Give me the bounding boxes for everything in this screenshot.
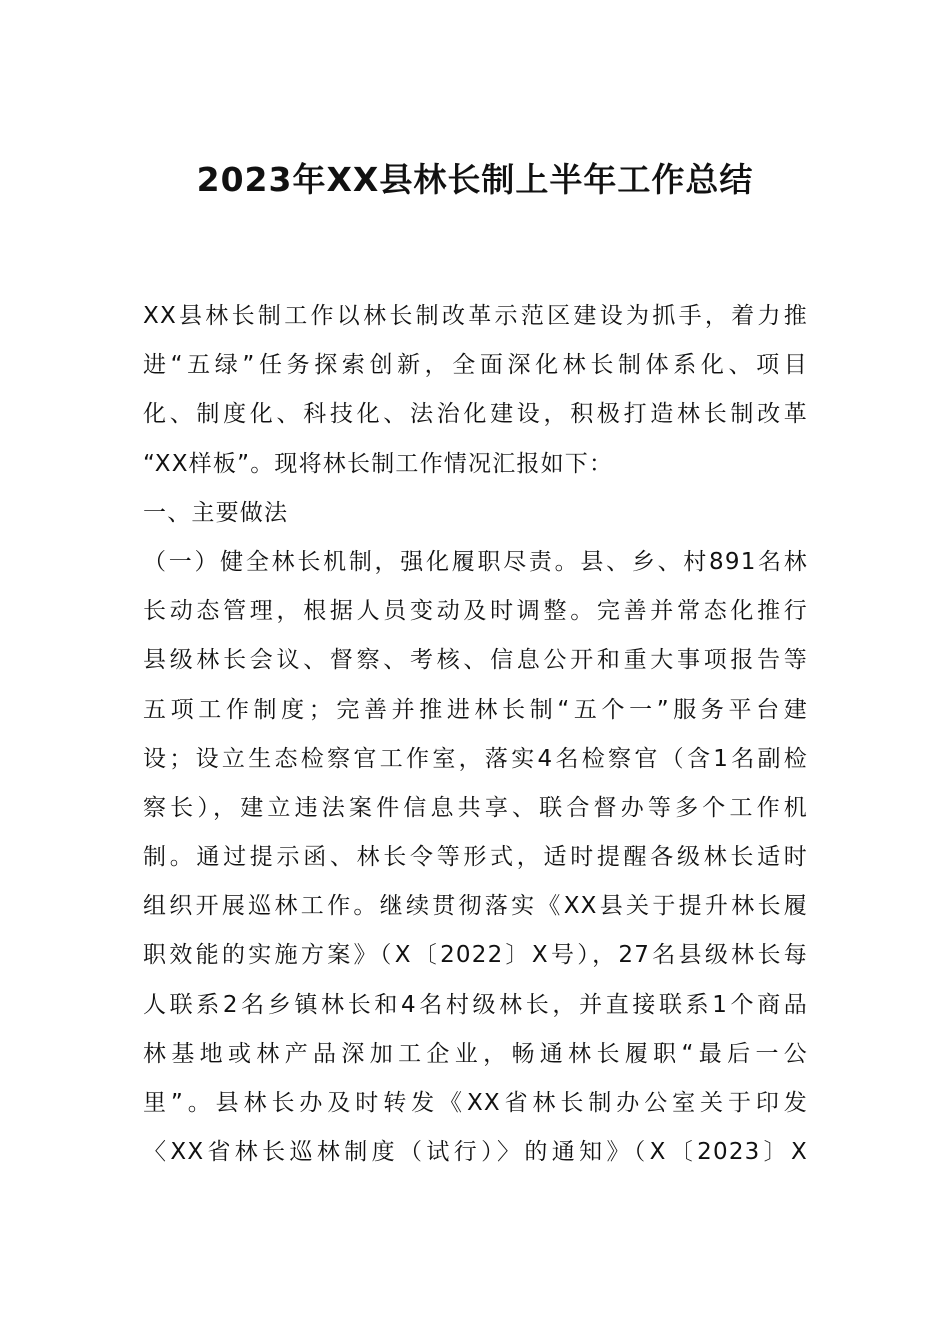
paragraph-line: 里”。县林长办及时转发《XX省林长制办公室关于印发 — [143, 1090, 808, 1116]
paragraph-line: 职效能的实施方案》（X〔2022〕X号），27名县级林长每 — [143, 942, 808, 969]
document-body — [143, 292, 808, 1177]
paragraph-line: 人联系2名乡镇林长和4名村级林长，并直接联系1个商品 — [143, 991, 808, 1018]
section-heading: 一、主要做法 — [143, 499, 289, 526]
paragraph-line: 进“五绿”任务探索创新，全面深化林长制体系化、项目 — [143, 352, 808, 379]
paragraph-line: XX县林长制工作以林长制改革示范区建设为抓手，着力推 — [143, 303, 808, 329]
paragraph-line: 组织开展巡林工作。继续贯彻落实《XX县关于提升林长履 — [143, 893, 808, 920]
paragraph-line: 制。通过提示函、林长令等形式，适时提醒各级林长适时 — [143, 844, 808, 871]
paragraph-line: 化、制度化、科技化、法治化建设，积极打造林长制改革 — [143, 401, 808, 428]
paragraph-line: 五项工作制度；完善并推进林长制“五个一”服务平台建 — [143, 696, 808, 723]
paragraph-line: （一）健全林长机制，强化履职尽责。县、乡、村891名林 — [143, 548, 808, 575]
document-title: 2023年XX县林长制上半年工作总结 — [196, 160, 754, 199]
paragraph-line: 察长），建立违法案件信息共享、联合督办等多个工作机 — [143, 794, 808, 821]
paragraph-line: 设；设立生态检察官工作室，落实4名检察官（含1名副检 — [143, 745, 808, 772]
paragraph-line: 县级林长会议、督察、考核、信息公开和重大事项报告等 — [143, 647, 808, 674]
paragraph-line: 林基地或林产品深加工企业，畅通林长履职“最后一公 — [143, 1040, 808, 1067]
paragraph-line: “XX样板”。现将林长制工作情况汇报如下： — [143, 450, 614, 477]
paragraph-line: 〈XX省林长巡林制度（试行）〉的通知》（X〔2023〕X — [143, 1139, 808, 1166]
paragraph-line: 长动态管理，根据人员变动及时调整。完善并常态化推行 — [143, 598, 808, 625]
